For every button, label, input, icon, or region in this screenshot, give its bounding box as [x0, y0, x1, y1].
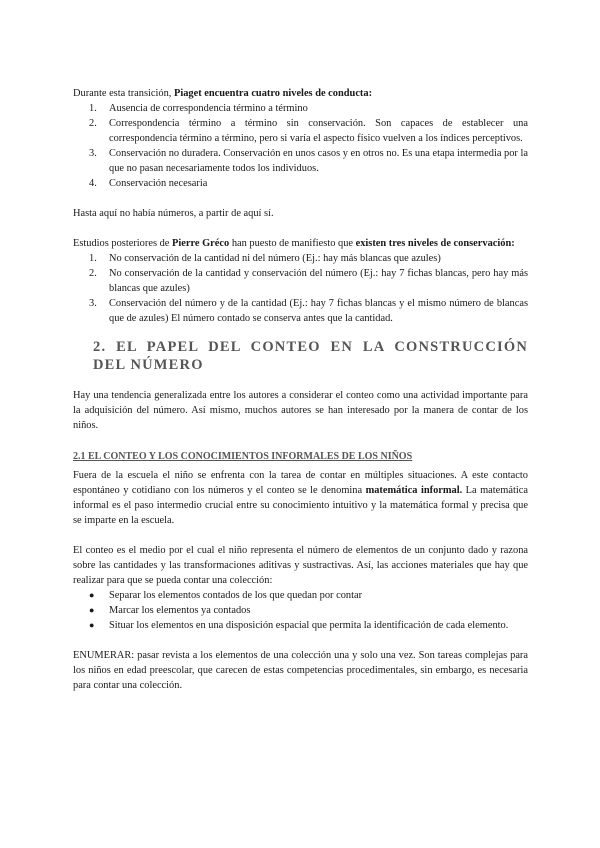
list-item [73, 251, 528, 266]
list-item [73, 101, 528, 116]
item-text: Conservación del número y de la cantidad (Ej.: hay 7 fichas blancas y el mismo número de blancas que de azules) El número contado se conserva antes que la cantidad. [109, 298, 528, 324]
intro-bold: Piaget encuentra cuatro niveles de conducta: [173, 88, 373, 99]
list-item [73, 296, 528, 326]
hasta-paragraph: Hasta aquí no había números, a partir de aquí sí. [73, 208, 274, 219]
item-number: 2. [89, 118, 97, 129]
item-text: Situar los elementos en una disposición espacial que permita la identificación de cada elemento. [109, 620, 509, 631]
enumerar-paragraph: ENUMERAR: pasar revista a los elementos de una colección una y solo una vez. Son tareas complejas para los niños en edad preescolar, que carecen de estas competencias procedimentales, sin embargo, es necesaria para contar una colección. [73, 650, 528, 691]
item-text: No conservación de la cantidad y conservación del número (Ej.: hay 7 fichas blancas, pero hay más blancas que azules) [109, 268, 528, 294]
list-item [73, 266, 528, 296]
list-item [73, 588, 528, 603]
intro-paragraph [73, 86, 528, 101]
greco-bold: existen tres niveles de conservación: [355, 238, 515, 249]
section-2-paragraph: Hay una tendencia generalizada entre los autores a considerar el conteo como una actividad importante para la adquisición del número. Así mismo, muchos autores se han interesado por la manera de contar de los niños. [73, 390, 528, 431]
list-item [73, 618, 528, 633]
list-item [73, 116, 528, 146]
item-text: Marcar los elementos ya contados [109, 605, 251, 616]
informal-paragraph [73, 468, 528, 528]
item-text: Separar los elementos contados de los que quedan por contar [109, 590, 363, 601]
subsection-2-1-heading: 2.1 EL CONTEO Y LOS CONOCIMIENTOS INFORMALES DE LOS NIÑOS [73, 451, 413, 462]
conteo-paragraph: El conteo es el medio por el cual el niño representa el número de elementos de un conjunto dado y razona sobre las cantidades y las transformaciones aditivas y sustractivas. Así, las acciones materiales que hay que realizar para que se pueda contar una colección: [73, 545, 528, 586]
actions-list [73, 588, 528, 633]
greco-text: Estudios posteriores de [73, 238, 172, 249]
item-number: 1. [89, 103, 97, 114]
greco-levels-list [73, 251, 528, 326]
item-text: Conservación no duradera. Conservación en unos casos y en otros no. Es una etapa intermedia por la que no pasan necesariamente todos los individuos. [109, 148, 528, 174]
list-item [73, 146, 528, 176]
item-number: 3. [89, 298, 97, 309]
item-number: 2. [89, 268, 97, 279]
greco-paragraph [73, 236, 528, 251]
informal-text: Fuera de la escuela el niño se enfrenta con la tarea de contar en múltiples situaciones. A este contacto espontáneo y cotidiano con los números y el conteo se le denomina [73, 470, 528, 496]
item-text: Conservación necesaria [109, 178, 208, 189]
item-number: 3. [89, 148, 97, 159]
document-body [73, 86, 528, 693]
piaget-levels-list [73, 101, 528, 191]
informal-text-post: La matemática informal es el paso intermedio crucial entre su conocimiento intuitivo y la matemática formal y precisa que se imparte en la escuela. [73, 485, 528, 526]
greco-name: Pierre Gréco [172, 238, 230, 249]
item-number: 4. [89, 178, 97, 189]
bullet-icon: ● [89, 605, 95, 615]
item-text: Ausencia de correspondencia término a término [109, 103, 308, 114]
item-text: No conservación de la cantidad ni del número (Ej.: hay más blancas que azules) [109, 253, 441, 264]
intro-text: Durante esta transición, [73, 88, 174, 99]
greco-text-mid: han puesto de manifiesto que [229, 238, 356, 249]
list-item [73, 176, 528, 191]
list-item [73, 603, 528, 618]
bullet-icon: ● [89, 620, 95, 630]
bullet-icon: ● [89, 590, 95, 600]
item-text: Correspondencia término a término sin conservación. Son capaces de establecer una correspondencia término a término, pero si varía el aspecto físico vuelven a los índices perceptivos. [109, 118, 528, 144]
section-2-heading: 2. EL PAPEL DEL CONTEO EN LA CONSTRUCCIÓN DEL NÚMERO [93, 339, 528, 373]
informal-bold: matemática informal. [365, 485, 463, 496]
item-number: 1. [89, 253, 97, 264]
